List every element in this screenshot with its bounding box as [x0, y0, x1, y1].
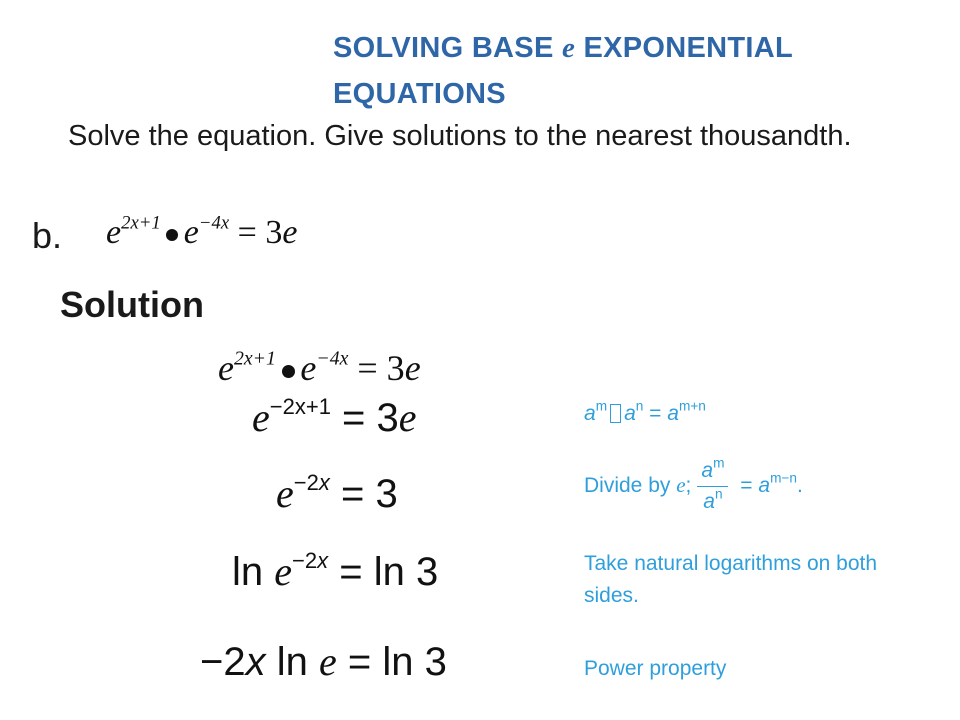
superscript: −4x — [198, 212, 230, 234]
step-3-annotation — [584, 456, 803, 517]
step-4-equation — [232, 547, 439, 594]
solution-heading: Solution — [60, 284, 204, 325]
text-run: ln — [232, 550, 275, 594]
step-5-equation — [200, 639, 447, 684]
text-run: x — [245, 640, 266, 684]
part-label: b. — [32, 215, 63, 256]
italic-symbol: e — [282, 214, 298, 251]
text-run: a — [703, 490, 715, 513]
step-2-annotation — [584, 398, 706, 430]
text-run: = 3 — [329, 472, 398, 516]
text-run: ln — [265, 640, 319, 684]
fraction — [697, 456, 728, 517]
text-run: = — [643, 402, 668, 425]
text-run: a — [584, 402, 596, 425]
superscript: x — [318, 469, 330, 495]
superscript: m+n — [678, 398, 706, 414]
slide-title — [333, 25, 943, 117]
text-run: Take natural logarithms on both sides. — [584, 552, 878, 607]
superscript: −2 — [292, 547, 318, 573]
superscript: m — [713, 455, 725, 471]
superscript: m−n — [770, 470, 797, 486]
step-4-annotation — [584, 548, 924, 612]
multiply-dot-icon — [282, 365, 295, 378]
text-run: a — [701, 459, 714, 482]
text-run: −2 — [200, 640, 246, 684]
italic-symbol: e — [183, 214, 199, 251]
text-run: = ln 3 — [336, 640, 447, 684]
text-run: . — [796, 474, 803, 498]
italic-symbol: e — [404, 348, 421, 388]
italic-symbol: e — [218, 348, 234, 388]
text-run: = ln 3 — [328, 550, 439, 594]
fraction-numerator — [697, 456, 728, 487]
superscript: 2x+1 — [121, 212, 161, 234]
step-2-equation — [252, 393, 417, 440]
italic-symbol: e — [398, 395, 417, 440]
superscript: n — [635, 398, 644, 414]
step-1-equation — [218, 347, 421, 388]
italic-symbol: e — [300, 348, 317, 388]
italic-symbol: e — [106, 214, 122, 251]
text-run: SOLVING BASE — [333, 32, 562, 64]
superscript: x — [317, 547, 329, 573]
italic-symbol: e — [561, 32, 576, 64]
text-run: = 3 — [348, 348, 405, 388]
text-run: = — [734, 474, 759, 498]
italic-symbol: e — [676, 473, 686, 498]
text-run: Divide by — [584, 474, 677, 498]
text-run: EXPONENTIAL EQUATIONS — [333, 32, 793, 110]
text-run: a — [624, 402, 636, 425]
step-5-annotation — [584, 653, 726, 685]
step-3-equation — [276, 469, 398, 516]
italic-symbol: e — [276, 471, 294, 516]
text-run: a — [667, 402, 679, 425]
fraction-denominator — [697, 487, 728, 517]
text-run: a — [758, 474, 771, 498]
text-run: = 3 — [330, 396, 399, 440]
problem-prompt: Solve the equation. Give solutions to the nearest thousandth. — [68, 120, 852, 152]
text-run: = 3 — [229, 214, 283, 251]
italic-symbol: e — [252, 395, 270, 440]
superscript: m — [595, 398, 608, 414]
italic-symbol: e — [318, 639, 337, 684]
superscript: n — [714, 486, 723, 502]
italic-symbol: e — [274, 549, 293, 594]
superscript: 2x+1 — [233, 347, 276, 370]
problem-equation — [106, 212, 298, 251]
superscript: −2 — [293, 469, 319, 495]
multiply-dot-icon — [166, 229, 178, 241]
text-run: ; — [685, 474, 692, 498]
superscript: −4x — [316, 347, 349, 370]
text-run: Power property — [584, 657, 727, 680]
missing-glyph-icon — [610, 404, 621, 423]
superscript: −2x+1 — [269, 393, 331, 419]
